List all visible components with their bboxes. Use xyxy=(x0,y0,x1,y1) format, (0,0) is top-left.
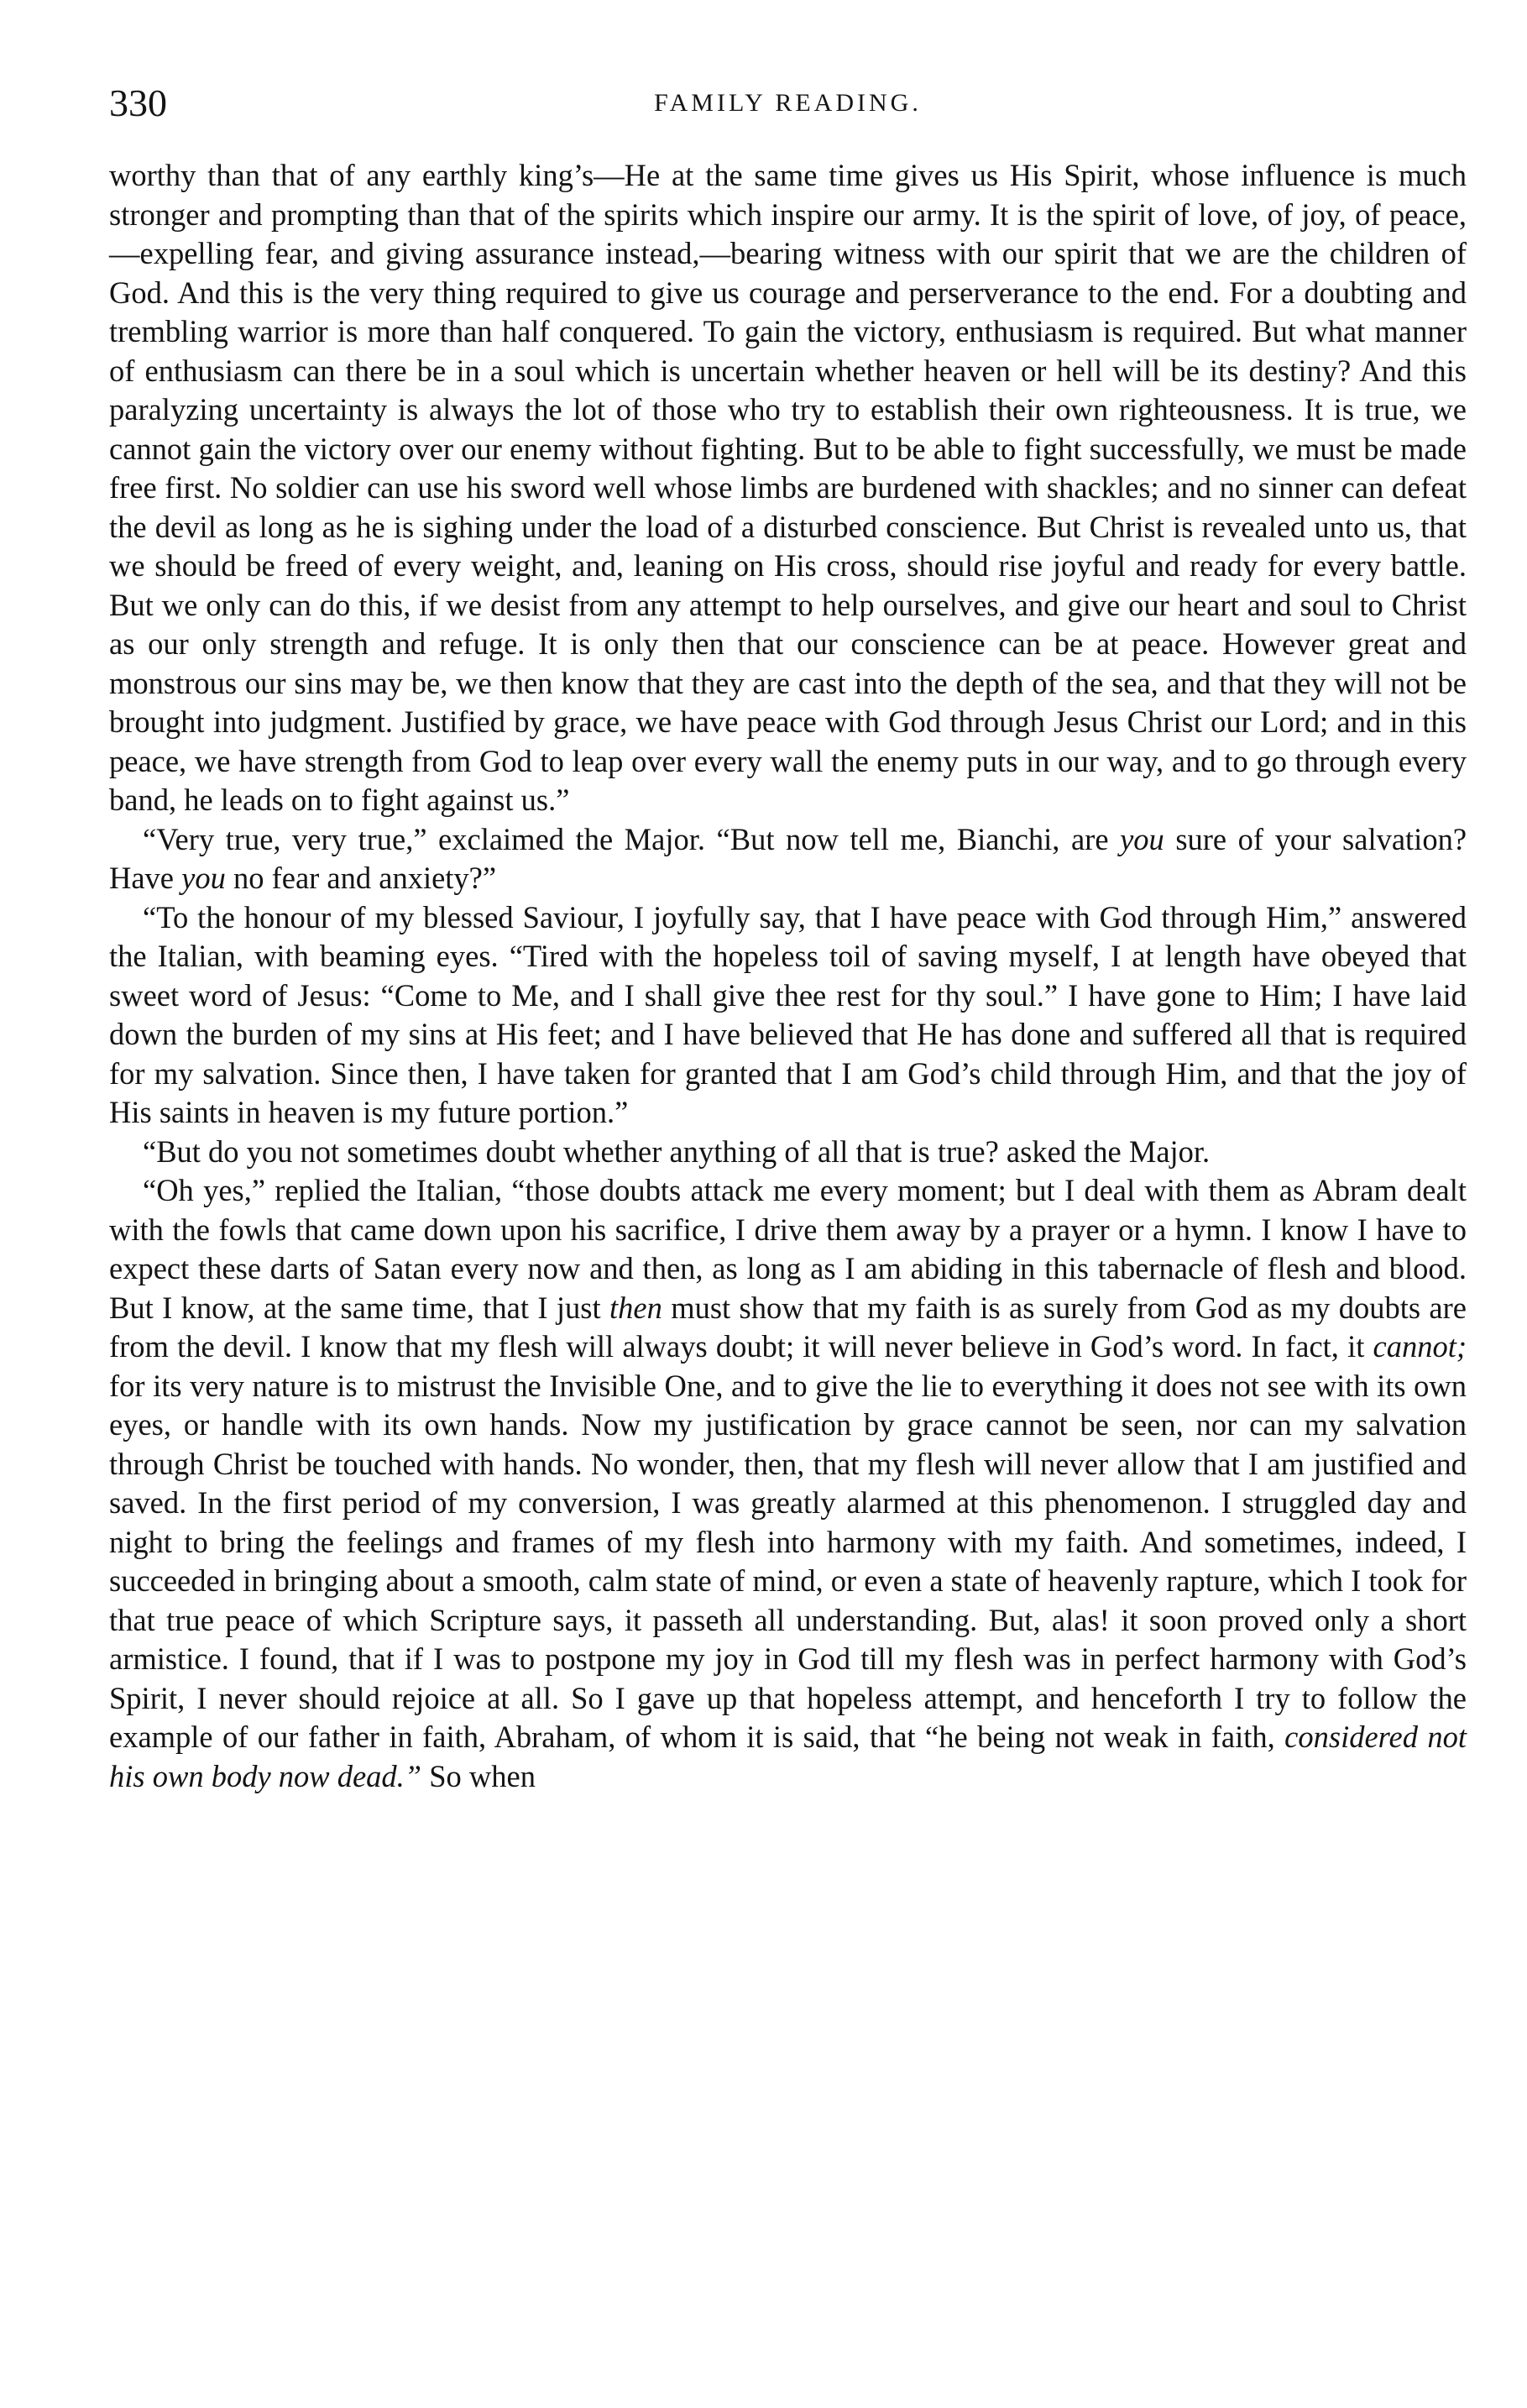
page-number: 330 xyxy=(109,81,167,124)
page-header xyxy=(109,81,1467,139)
paragraph-5-text-a: “Oh yes,” replied the Italian, “those doubts attack me every moment; but I deal with them as Abram dealt with the fowls that came down upon his sacrifice, I drive them away by a prayer or a hymn. I know I have to expect these darts of Satan every now and then, as long as I am abiding in this tabernacle of flesh and blood. But I know, at the same time, that I just xyxy=(109,1173,1467,1325)
paragraph-3 xyxy=(109,898,1467,1133)
paragraph-5 xyxy=(109,1171,1467,1796)
italic-then: then xyxy=(609,1290,662,1325)
paragraph-4-text: “But do you not sometimes doubt whether anything of all that is true? asked the Major. xyxy=(143,1133,1211,1169)
running-head: FAMILY READING. xyxy=(654,89,922,117)
italic-cannot: cannot; xyxy=(1373,1329,1467,1364)
italic-you-2: you xyxy=(181,861,226,895)
paragraph-2 xyxy=(109,820,1467,898)
body-text xyxy=(109,156,1467,1796)
paragraph-1 xyxy=(109,156,1467,820)
paragraph-5-text-d: So when xyxy=(429,1758,536,1793)
italic-you-1: you xyxy=(1120,821,1164,856)
paragraph-5-text-c: for its very nature is to mistrust the Invisible One, and to give the lie to everything it does not see with its own eyes, or handle with its own hands. Now my justification by grace cannot be seen, nor can my salvation through Christ be touched with hands. No wonder, then, that my flesh will never allow that I am justified and saved. In the first period of my conversion, I was greatly alarmed at this phenomenon. I struggled day and night to bring the feelings and frames of my flesh into harmony with my faith. And sometimes, indeed, I succeeded in bringing about a smooth, calm state of mind, or even a state of heavenly rapture, which I took for that true peace of which Scripture says, it passeth all understanding. But, alas! it soon proved only a short armistice. I found, that if I was to postpone my joy in God till my flesh was in perfect harmony with God’s Spirit, I never should rejoice at all. So I gave up that hopeless attempt, and henceforth I try to follow the example of our father in faith, Abraham, of whom it is said, that “he being not weak in faith, xyxy=(109,1368,1467,1754)
paragraph-3-text: “To the honour of my blessed Saviour, I joyfully say, that I have peace with God through Him,” answered the Italian, with beaming eyes. “Tired with the hopeless toil of saving myself, I at length have obeyed that sweet word of Jesus: “Come to Me, and I shall give thee rest for thy soul.” I have gone to Him; I have laid down the burden of my sins at His feet; and I have believed that He has done and suffered all that is required for my salvation. Since then, I have taken for granted that I am God’s child through Him, and that the joy of His saints in heaven is my future portion.” xyxy=(109,899,1467,1129)
paragraph-1-text: worthy than that of any earthly king’s—He at the same time gives us His Spirit, whose influence is much stronger and prompting than that of the spirits which inspire our army. It is the spirit of love, of joy, of peace,—expelling fear, and giving assurance instead,—bearing witness with our spirit that we are the children of God. And this is the very thing required to give us courage and perserverance to the end. For a doubting and trembling warrior is more than half conquered. To gain the victory, enthusiasm is required. But what manner of enthusiasm can there be in a soul which is uncertain whether heaven or hell will be its destiny? And this paralyzing uncertainty is always the lot of those who try to establish their own righteousness. It is true, we cannot gain the victory over our enemy without fighting. But to be able to fight successfully, we must be made free first. No soldier can use his sword well whose limbs are burdened with shackles; and no sinner can defeat the devil as long as he is sighing under the load of a disturbed conscience. But Christ is revealed unto us, that we should be freed of every weight, and, leaning on His cross, should rise joyful and ready for every battle. But we only can do this, if we desist from any attempt to help ourselves, and give our heart and soul to Christ as our only strength and refuge. It is only then that our conscience can be at peace. However great and monstrous our sins may be, we then know that they are cast into the depth of the sea, and that they will not be brought into judgment. Justified by grace, we have peace with God through Jesus Christ our Lord; and in this peace, we have strength from God to leap over every wall the enemy puts in our way, and to go through every band, he leads on to fight against us.” xyxy=(109,158,1467,817)
italic-considered: considered not his own body now dead.” xyxy=(109,1720,1467,1793)
paragraph-5-text-b: must show that my faith is as surely from God as my doubts are from the devil. I know that my flesh will always doubt; it will never believe in God’s word. In fact, it xyxy=(109,1290,1467,1364)
paragraph-2-text-c: no fear and anxiety?” xyxy=(233,861,497,895)
paragraph-4 xyxy=(109,1133,1467,1172)
paragraph-2-text-b: sure of your salvation? Have xyxy=(109,821,1467,895)
paragraph-2-text-a: “Very true, very true,” exclaimed the Major. “But now tell me, Bianchi, are xyxy=(143,821,1109,856)
